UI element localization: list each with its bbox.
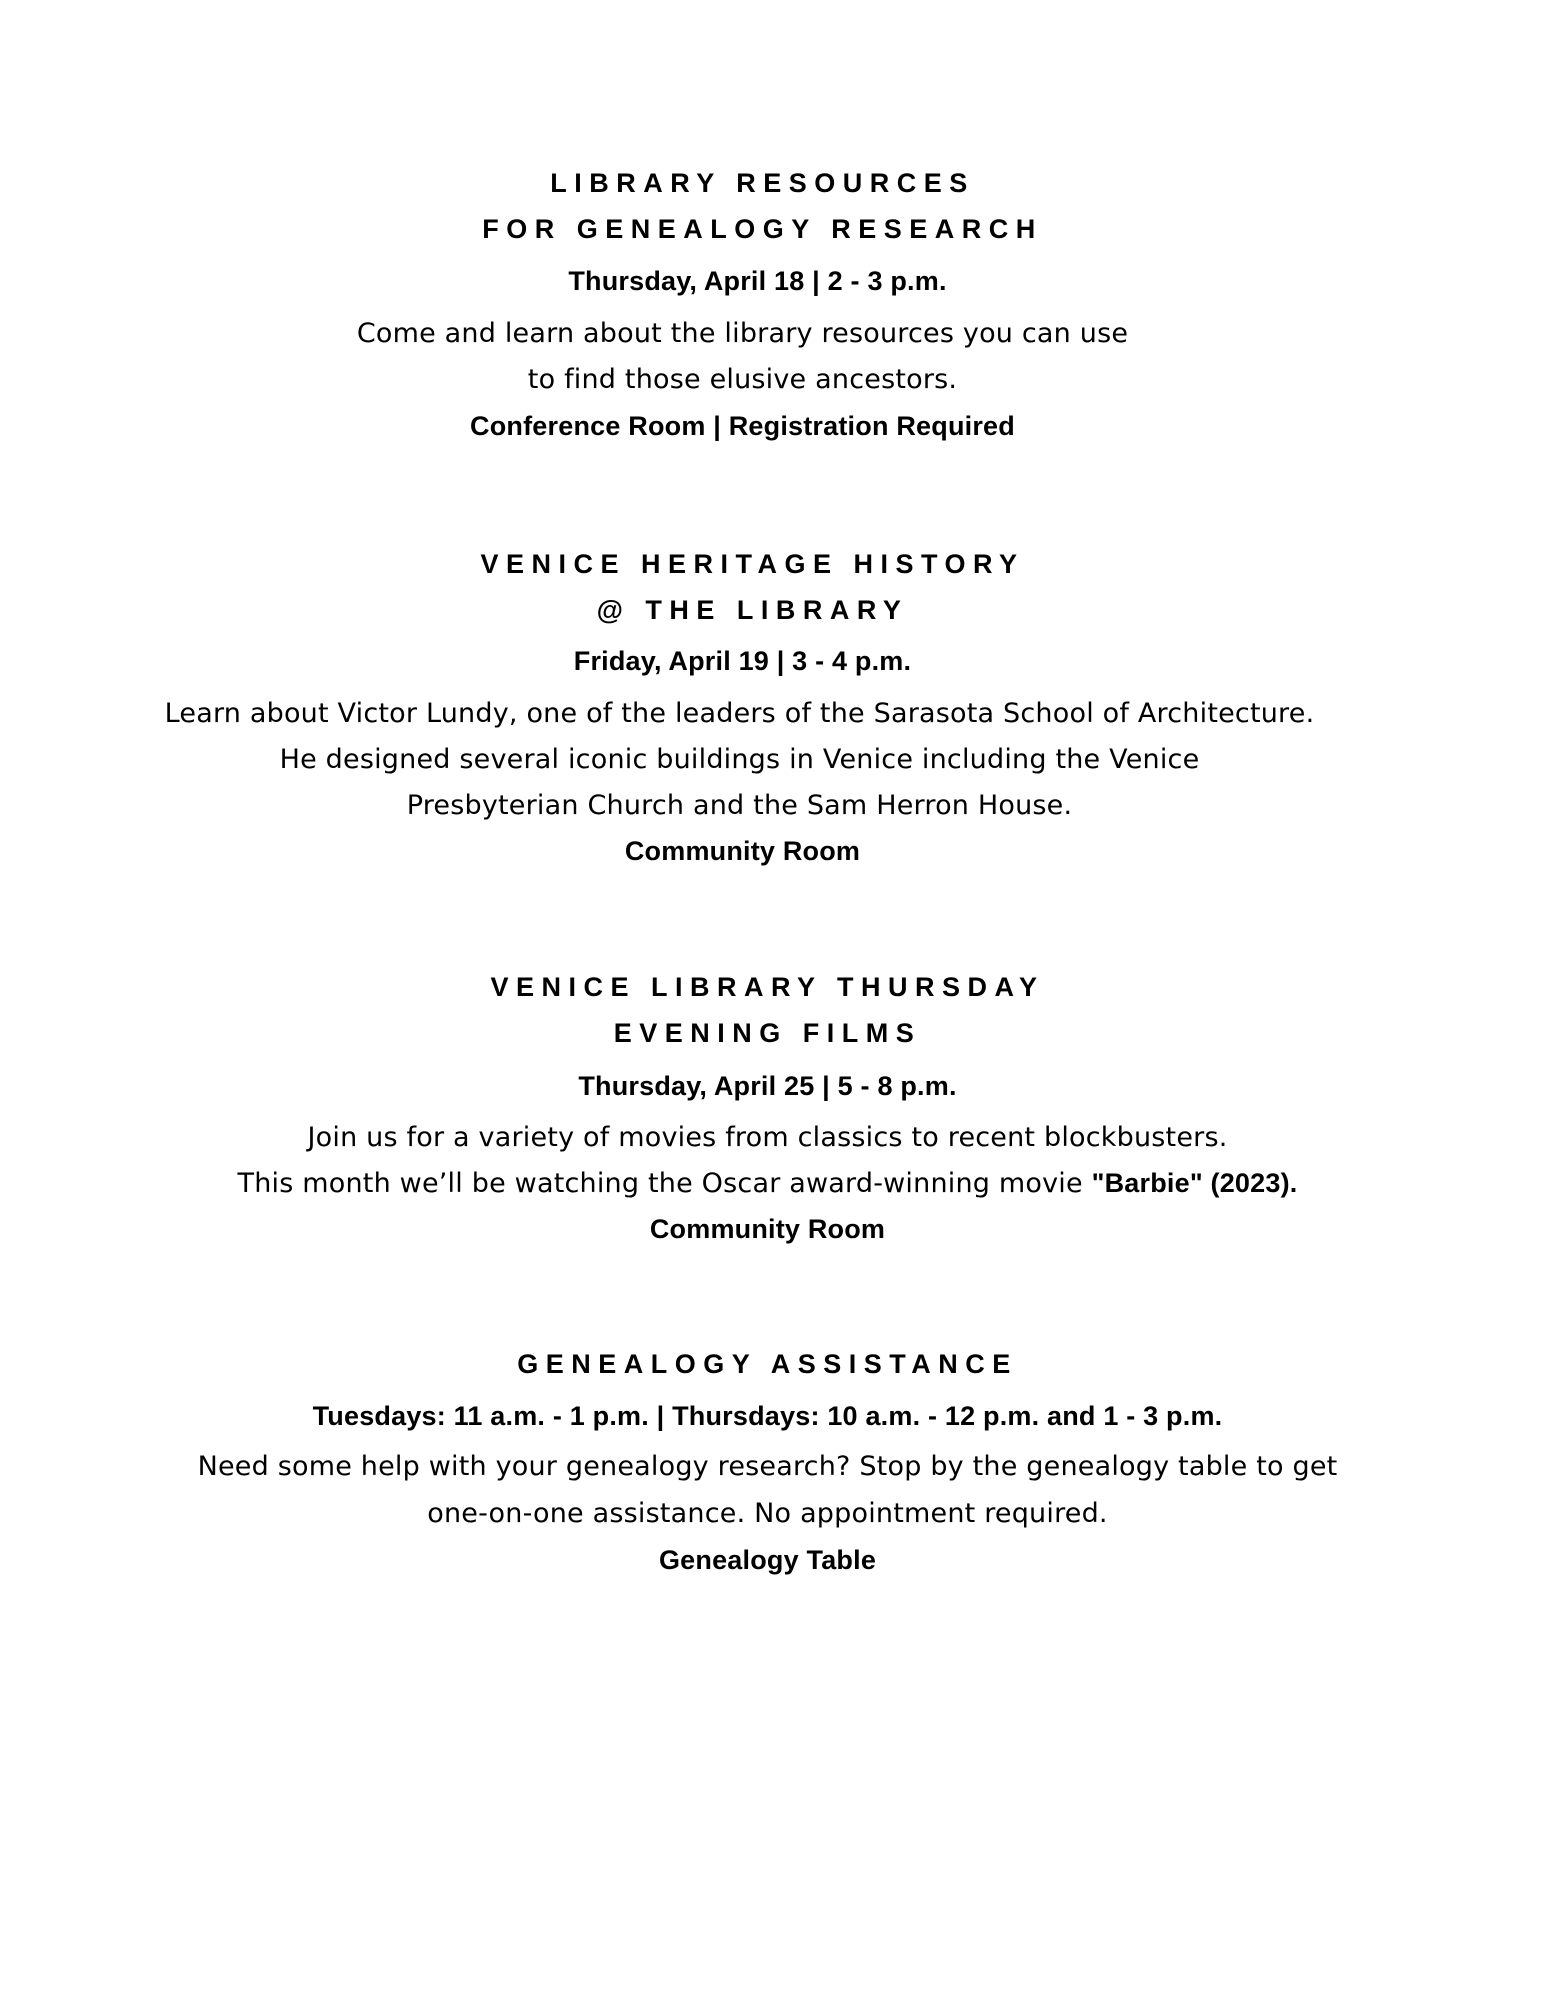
event-location: Conference Room | Registration Required xyxy=(470,411,1015,441)
movie-title: "Barbie" (2023). xyxy=(1091,1168,1298,1198)
event-date-time: Tuesdays: 11 a.m. - 1 p.m. | Thursdays: 10 a.m. - 12 p.m. and 1 - 3 p.m. xyxy=(312,1401,1223,1431)
event-heading-line: FOR GENEALOGY RESEARCH xyxy=(482,214,1043,244)
event-description-line: He designed several iconic buildings in Venice including the Venice xyxy=(279,744,1200,775)
event-heading-line: @ THE LIBRARY xyxy=(596,595,909,625)
event-date-time: Thursday, April 18 | 2 - 3 p.m. xyxy=(568,266,947,296)
event-description-line: Join us for a variety of movies from classics to recent blockbusters. xyxy=(307,1122,1228,1153)
event-heading-line: LIBRARY RESOURCES xyxy=(550,168,975,198)
event-date-time: Thursday, April 25 | 5 - 8 p.m. xyxy=(578,1071,957,1101)
event-description-line: to find those elusive ancestors. xyxy=(527,364,958,395)
event-heading-line: VENICE LIBRARY THURSDAY xyxy=(490,972,1045,1002)
event-heading-line: VENICE HERITAGE HISTORY xyxy=(480,549,1025,579)
event-description-line: Come and learn about the library resources you can use xyxy=(356,318,1129,349)
event-description-line: Need some help with your genealogy research? Stop by the genealogy table to get xyxy=(197,1451,1338,1482)
event-location: Community Room xyxy=(649,1214,886,1244)
event-description-line xyxy=(0,1170,1540,1197)
event-description-line: one-on-one assistance. No appointment required. xyxy=(427,1498,1108,1529)
event-heading-line: EVENING FILMS xyxy=(613,1018,922,1048)
event-date-time: Friday, April 19 | 3 - 4 p.m. xyxy=(573,646,912,676)
event-heading-line: GENEALOGY ASSISTANCE xyxy=(517,1349,1018,1379)
event-description-line: Presbyterian Church and the Sam Herron House. xyxy=(406,790,1073,821)
event-description-text: This month we’ll be watching the Oscar award-winning movie xyxy=(237,1168,1092,1199)
event-location: Genealogy Table xyxy=(658,1545,877,1575)
event-description-line: Learn about Victor Lundy, one of the leaders of the Sarasota School of Architecture. xyxy=(164,698,1315,729)
event-location: Community Room xyxy=(624,836,861,866)
